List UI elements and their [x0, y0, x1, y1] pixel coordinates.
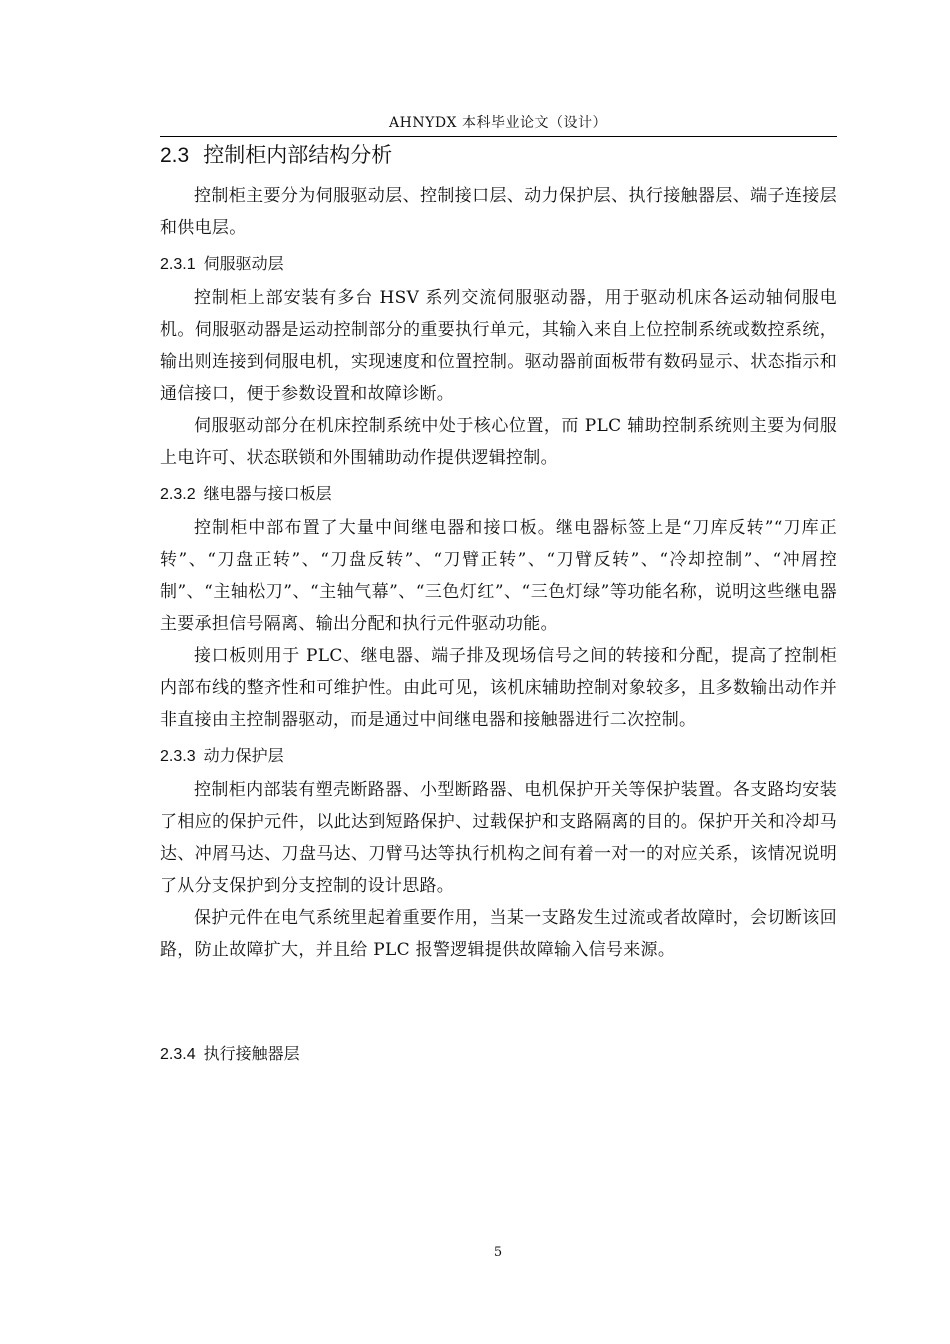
header-rule — [160, 136, 837, 137]
subsection-title: 动力保护层 — [203, 746, 284, 765]
subsection-number: 2.3.2 — [160, 486, 196, 503]
subsection-heading — [160, 483, 837, 506]
subsection-number: 2.3.1 — [160, 256, 196, 273]
subsection-title: 执行接触器层 — [203, 1044, 300, 1063]
subsection-heading — [160, 1043, 837, 1066]
body-paragraph: 控制柜中部布置了大量中间继电器和接口板。继电器标签上是“刀库反转”“刀库正转”、“刀盘正转”、“刀盘反转”、“刀臂正转”、“刀臂反转”、“冷却控制”、“冲屑控制”、“主轴松刀”、“主轴气幕”、“三色灯红”、“三色灯绿”等功能名称，说明这些继电器主要承担信号隔离、输出分配和执行元件驱动功能。 — [160, 518, 837, 634]
body-paragraph: 保护元件在电气系统里起着重要作用，当某一支路发生过流或者故障时，会切断该回路，防止故障扩大，并且给 PLC 报警逻辑提供故障输入信号来源。 — [160, 908, 837, 960]
subsection-heading — [160, 745, 837, 768]
body-paragraph: 伺服驱动部分在机床控制系统中处于核心位置，而 PLC 辅助控制系统则主要为伺服上电许可、状态联锁和外围辅助动作提供逻辑控制。 — [160, 416, 837, 468]
subsection-title: 伺服驱动层 — [203, 254, 284, 273]
body-paragraph: 控制柜内部装有塑壳断路器、小型断路器、电机保护开关等保护装置。各支路均安装了相应的保护元件，以此达到短路保护、过载保护和支路隔离的目的。保护开关和冷却马达、冲屑马达、刀盘马达、刀臂马达等执行机构之间有着一对一的对应关系，该情况说明了从分支保护到分支控制的设计思路。 — [160, 780, 837, 896]
body-paragraph: 接口板则用于 PLC、继电器、端子排及现场信号之间的转接和分配，提高了控制柜内部布线的整齐性和可维护性。由此可见，该机床辅助控制对象较多，且多数输出动作并非直接由主控制器驱动，而是通过中间继电器和接触器进行二次控制。 — [160, 646, 837, 730]
section-intro-paragraph: 控制柜主要分为伺服驱动层、控制接口层、动力保护层、执行接触器层、端子连接层和供电层。 — [160, 186, 837, 238]
body-paragraph: 控制柜上部安装有多台 HSV 系列交流伺服驱动器，用于驱动机床各运动轴伺服电机。伺服驱动器是运动控制部分的重要执行单元，其输入来自上位控制系统或数控系统，输出则连接到伺服电机，实现速度和位置控制。驱动器前面板带有数码显示、状态指示和通信接口，便于参数设置和故障诊断。 — [160, 288, 837, 404]
section-number: 2.3 — [160, 144, 190, 167]
running-header: AHNYDX 本科毕业论文（设计） — [389, 115, 607, 131]
section-heading — [160, 141, 837, 170]
page-body — [160, 141, 837, 1072]
subsection-number: 2.3.4 — [160, 1046, 196, 1063]
page-number: 5 — [493, 1245, 503, 1260]
subsection-title: 继电器与接口板层 — [203, 484, 332, 503]
subsection-heading — [160, 253, 837, 276]
subsection-number: 2.3.3 — [160, 748, 196, 765]
section-title: 控制柜内部结构分析 — [203, 143, 393, 167]
